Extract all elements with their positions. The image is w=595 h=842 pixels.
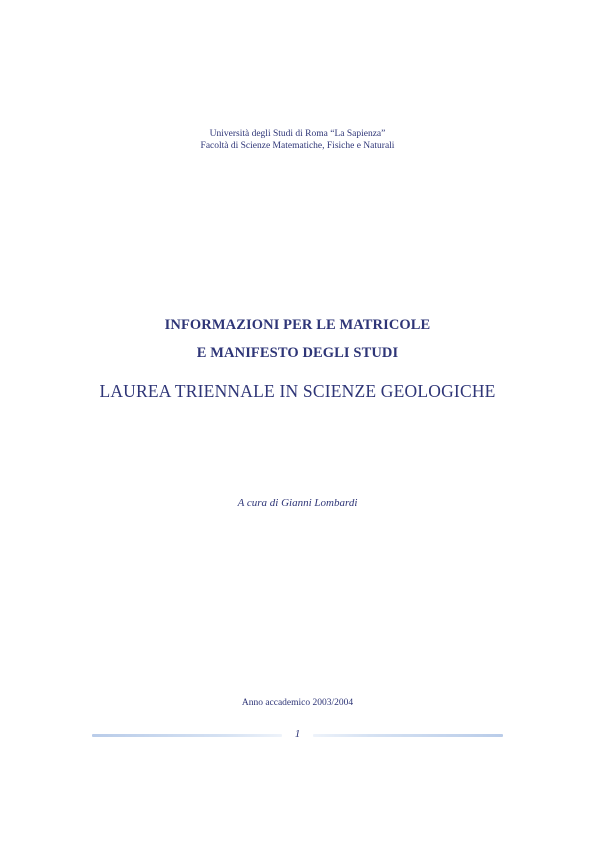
- document-title-line-2: E MANIFESTO DEGLI STUDI: [196, 345, 399, 361]
- footer-rule-left: [92, 734, 282, 737]
- page-number: 1: [294, 728, 301, 740]
- document-title-line-1: INFORMAZIONI PER LE MATRICOLE: [164, 317, 431, 333]
- editor-credit: A cura di Gianni Lombardi: [237, 497, 358, 509]
- academic-year: Anno accademico 2003/2004: [241, 698, 354, 708]
- university-name: Università degli Studi di Roma “La Sapienza”: [209, 129, 386, 139]
- faculty-name: Facoltà di Scienze Matematiche, Fisiche e Naturali: [200, 141, 395, 151]
- footer-rule-right: [313, 734, 503, 737]
- degree-subtitle: LAUREA TRIENNALE IN SCIENZE GEOLOGICHE: [99, 381, 496, 401]
